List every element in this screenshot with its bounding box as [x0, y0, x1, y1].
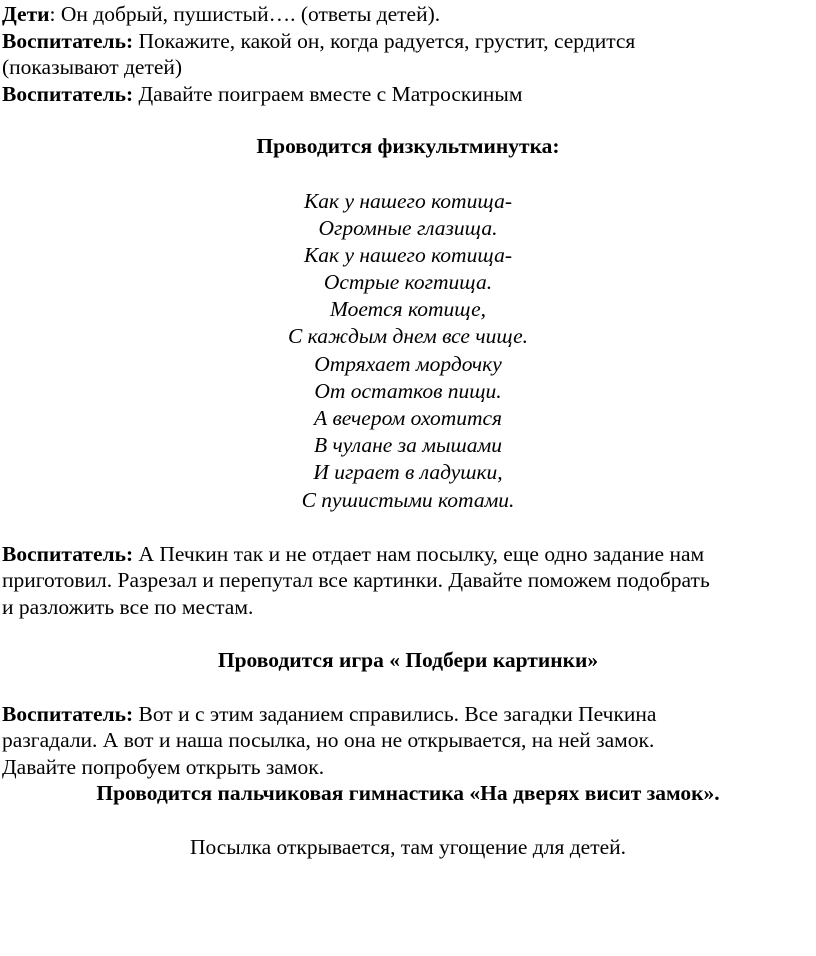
poem-line: Как у нашего котища-	[303, 242, 513, 267]
paragraph-line	[2, 701, 814, 728]
poem-line: Моется котище,	[329, 297, 486, 322]
speech-text: Покажите, какой он, когда радуется, грустит, сердится	[133, 28, 636, 53]
poem-line: От остатков пищи.	[314, 378, 502, 403]
intro-line-teacher-1	[2, 28, 814, 55]
speaker-label: Воспитатель:	[2, 81, 134, 106]
document-page	[2, 1, 814, 860]
paragraph-line: разгадали. А вот и наша посылка, но она не открывается, на ней замок.	[2, 728, 655, 753]
finger-exercise-heading: Проводится пальчиковая гимнастика «На дверях висит замок».	[96, 781, 720, 806]
poem-line: В чулане за мышами	[314, 433, 502, 458]
speaker-label: Дети	[2, 2, 50, 26]
poem-line: И играет в ладушки,	[313, 460, 503, 485]
poem-line: Огромные глазища.	[318, 215, 498, 240]
game-heading: Проводится игра « Подбери картинки»	[217, 648, 599, 673]
closing-line: Посылка открывается, там угощение для детей.	[189, 834, 627, 859]
poem-line: Отряхает мордочку	[314, 351, 502, 376]
poem-line: А вечером охотится	[313, 406, 503, 430]
poem-line: Острые когтища.	[323, 270, 493, 295]
paragraph-pechkin	[2, 541, 814, 621]
speech-text: Вот и с этим заданием справились. Все загадки Печкина	[133, 701, 657, 726]
speaker-label: Воспитатель:	[2, 28, 134, 53]
intro-line-note	[2, 54, 814, 81]
intro-line-teacher-2	[2, 81, 814, 108]
poem	[2, 188, 814, 514]
poem-line: Как у нашего котища-	[303, 188, 513, 213]
speech-text: А Печкин так и не отдает нам посылку, еще одно задание нам	[133, 541, 705, 566]
paragraph-line: приготовил. Разрезал и перепутал все картинки. Давайте поможем подобрать	[2, 568, 710, 593]
exercise-heading: Проводится физкультминутка:	[256, 134, 560, 158]
speech-text: : Он добрый, пушистый…. (ответы детей).	[49, 2, 441, 26]
speaker-label: Воспитатель:	[2, 541, 134, 566]
paragraph-parcel	[2, 701, 814, 781]
poem-line: С пушистыми котами.	[301, 487, 515, 512]
speech-text: Давайте поиграем вместе с Матроскиным	[133, 81, 523, 106]
paragraph-line: и разложить все по местам.	[2, 594, 254, 619]
speech-text: (показывают детей)	[2, 55, 183, 79]
speaker-label: Воспитатель:	[2, 701, 134, 726]
paragraph-line: Давайте попробуем открыть замок.	[2, 754, 325, 779]
paragraph-line	[2, 541, 814, 568]
intro-line-children	[2, 1, 814, 28]
poem-line: С каждым днем все чище.	[287, 324, 529, 349]
